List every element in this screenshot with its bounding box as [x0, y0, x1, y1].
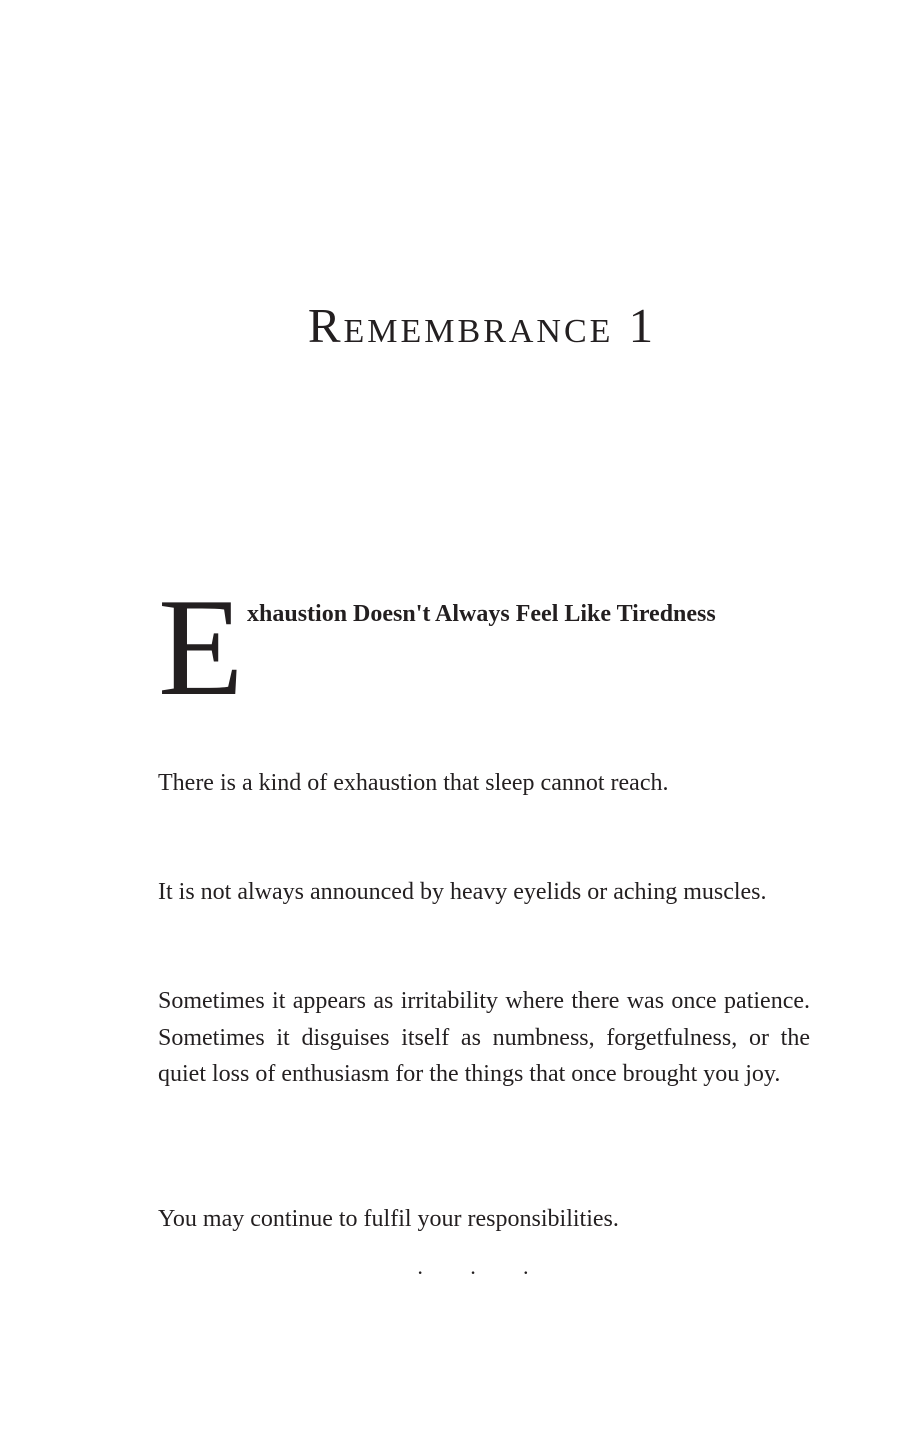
paragraph-1: There is a kind of exhaustion that sleep cannot reach. [158, 770, 669, 796]
continuation-marker: · · · [416, 1260, 550, 1285]
drop-cap-letter: E [158, 570, 244, 725]
paragraph-3: Sometimes it appears as irritability where there was once patience. Sometimes it disguises itself as numbness, forgetfulness, or the quiet loss of enthusiasm for the things that once brought you joy. [158, 988, 810, 1087]
paragraph-4: You may continue to fulfil your responsibilities. [158, 1206, 619, 1232]
chapter-title: Remembrance 1 [307, 298, 657, 353]
section-heading: xhaustion Doesn't Always Feel Like Tiredness [247, 601, 716, 627]
paragraph-2: It is not always announced by heavy eyelids or aching muscles. [158, 879, 767, 905]
